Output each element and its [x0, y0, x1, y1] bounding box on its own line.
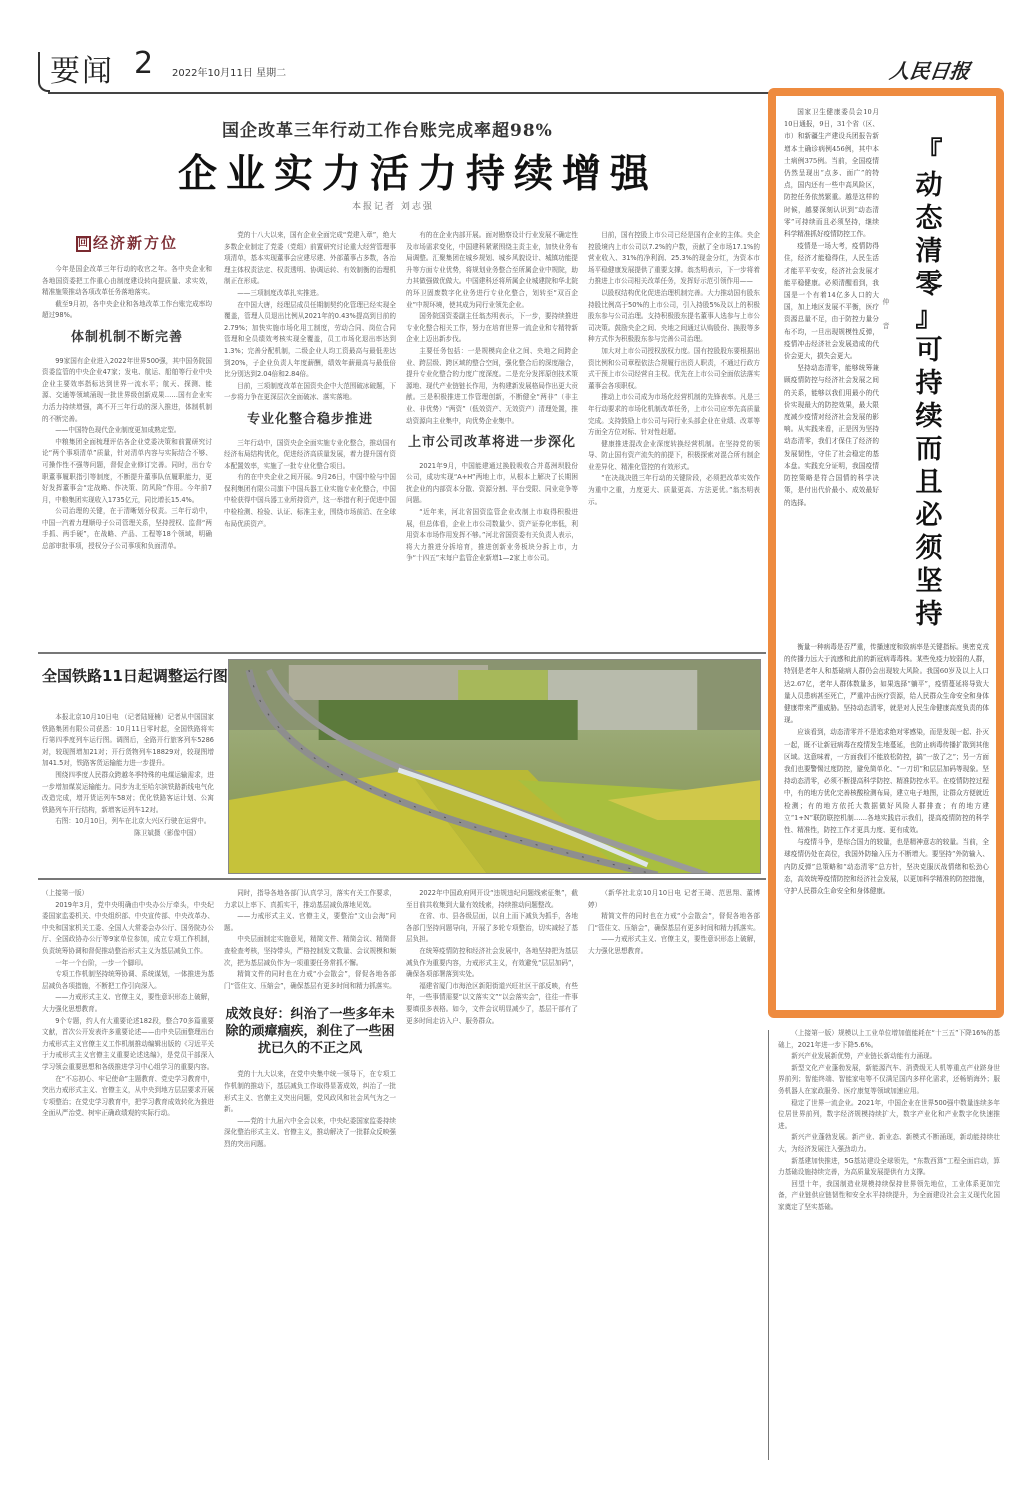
article-paragraph: 以股权结构优化促进治理机制完善。大力推动国有股东持股比例高于50%的上市公司，引入持股5%及以上的积极股东参与公司治理。支持积极股东提名董事人选参与上市公司决策。鼓励央企之间、央地之间通过认购股份、换股等多种方式作为积极股东参与完善公司治理。: [588, 288, 760, 344]
article-paragraph: 2021年9月，中国能建通过换股吸收合并葛洲坝股份公司，成功实现“A+H”两地上市，从根本上解决了长期困扰企业的内部资本分散、资源分割、平台受限、同业竞争等问题。: [406, 461, 578, 505]
article-paragraph: 三年行动中，国资央企全面实施专业化整合，推动国有经济布局结构优化，促进经济高质量发展，着力提升国有资本配置效率，实施了一批专业化整合项目。: [224, 438, 396, 470]
article-paragraph: 在省、市、县各级层面，以自上而下减负为抓手，各地各部门坚持问题导向，开展了多轮专项整治，切实减轻了基层负担。: [406, 912, 578, 944]
article-paragraph: 福建省厦门市海沧区新阳街道兴旺社区干部反映，有些年，一些事情需要“以文落实文”“以会落实会”，往往一件事要填很多表格。如今，文件会议明显减少了，基层干部有了更多时间走访入户、服务群众。: [406, 981, 578, 1025]
section-title: 专业化整合稳步推进: [246, 411, 373, 427]
article-paragraph: ——力戒形式主义、官僚主义，要整治“文山会海”问题。: [224, 912, 396, 932]
section-title: 上市公司改革将进一步深化: [407, 435, 576, 451]
article-paragraph: 主要任务包括：一是规模向企业之间、央地之间跨企业、跨层级、跨区域的整合空间，强化整合后的深度融合，提升专业化整合的力度广度深度。二是充分发挥原创技术策源地、现代产业链链长作用，为构建新发展格局作出更大贡献。三是积极推进工作管理创新，不断健全“两非”（非主业、非优势）“两资”（低效资产、无效资产）清理处置，推动资源向主业集中，向优势企业集中。: [406, 346, 578, 425]
article-paragraph: 新兴产业发展新优势，产业链长新动能有力涌现。: [791, 1052, 937, 1061]
article-paragraph: ——力戒形式主义、官僚主义，要性意识形态上破解，大力强化思想教育。: [588, 935, 760, 955]
rail-story-body: [42, 712, 214, 872]
commentary-paragraph: 衡量一种病毒是否严重，传播速度和致病率是关键指标。奥密克戎的传播力远大于流感和此前的新冠病毒毒株。某些免疫力较弱的人群，特别是老年人和基础病人群仍会出现较大风险。我国60岁及以上人口达2.67亿，老年人群体数量多，如果选择“躺平”，疫情蔓延将导致大量人员患病甚至死亡，严重冲击医疗资源，给人民群众生命安全和身体健康带来严重威胁。坚持动态清零，就是对人民生命健康高度负责的体现。: [784, 643, 989, 725]
photo-credit: 陈卫斌摄（影像中国）: [134, 828, 200, 837]
article-paragraph: 本报北京10月10日电 （记者陆娅楠）记者从中国国家铁路集团有限公司获悉：10月11日零时起，全国铁路将实行第四季度列车运行图。调图后，全路开行旅客列车5286对，较现图增加21对；开行货物列车18829对，较现图增加41.5对，铁路客货运输能力进一步提升。: [42, 713, 214, 768]
intro-paragraph: 今年是国企改革三年行动的收官之年。各中央企业和各地国资委把工作重心由制度建设转向提质量、求实效，精准施策推动各项改革任务落地落实。: [42, 265, 212, 297]
lead-byline: 本报记者 刘志强: [352, 202, 434, 212]
article-paragraph: 新型文化产业蓬勃发展，新能源汽车、消费级无人机等重点产业跻身世界前列；智能终端、智能家电等不仅满足国内多样化需求，还畅销海外；服务机器人在家政服务、医疗康复等领域加速应用。: [778, 1063, 1000, 1095]
article-paragraph: （新华社北京10月10日电 记者王琦、范思翔、董博婷）: [588, 889, 760, 909]
commentary-paragraph: 与疫情斗争，是综合国力的较量，也是精神意志的较量。当前，全球疫情仍处在高位，我国外防输入压力不断增大。要坚持“外防输入、内防反弹”总策略和“动态清零”总方针，坚决克服厌战情绪和松劲心态，高效统筹疫情防控和经济社会发展，以更加科学精准的防控措施，守护人民群众生命安全和身体健康。: [784, 838, 989, 896]
newspaper-logo: 人民日报: [888, 59, 972, 83]
commentary-author: 仲 音: [882, 298, 890, 330]
bottom-right-story: [778, 1028, 1000, 1468]
second-story-column-2: [224, 888, 396, 1468]
article-paragraph: ——力戒形式主义、官僚主义，要性意识形态上破解，大力强化思想教育。: [42, 993, 214, 1013]
article-paragraph: 右图：10月10日，列车在北京大兴区行驶在运营中。: [55, 817, 211, 826]
commentary-paragraph: 应该看到，动态清零并不是追求绝对零感染，而是发现一起、扑灭一起，既不让新冠病毒在疫情发生地蔓延，也防止病毒传播扩散到其他区域。这意味着，一方面我们不能放松防控，搞“一放了之”；另一方面我们也要警惕过度防控，避免简单化、“一刀切”和层层加码等现象。坚持动态清零，必须不断提高科学防控、精准防控水平。在疫情防控过程中，有的地方优化完善核酸检测布局，建立电子地图，让群众方便就近检测；有的地方依托大数据做好风险人群排查；有的地方建立“1+N”联防联控机制……各地实践启示我们，提高疫情防控的科学性、精准性，防控工作才更具力度、更有成效。: [784, 728, 989, 835]
second-story-column-1: [42, 888, 214, 1468]
article-paragraph: 在中国大唐，经理层成员任期制契约化管理已经实现全覆盖，管理人员退出比例从2021年的0.43%提高到目前的2.79%；加快实施市场化用工制度，劳动合同、岗位合同管理和全员绩效考核实现全覆盖，员工市场化退出率达到1.3%；完善分配机制，二级企业人均工资最高与最低差达到20%，子企业负责人年度薪酬，绩效年薪最高与最低倍比分别达到2.04倍和2.84倍。: [224, 300, 396, 379]
pull-headline: 成效良好：纠治了一些多年未除的顽瘴痼疾，刹住了一些困扰已久的不正之风: [225, 1007, 395, 1057]
article-paragraph: 中粮集团全面梳理评估各企业党委决策和前置研究讨论“两个事项清单”质量，针对清单内容与实际结合不够、可操作性不强等问题，督促企业修订完善。同时，出台专职董事履职指引等制度，不断提升董事队伍履职能力，更好发挥董事会“定战略、作决策、防风险”作用。今年前7月，中粮集团实现收入1735亿元，同比增长15.4%。: [42, 437, 212, 504]
article-paragraph: “近年来，河北省国资监管企业改制上市取得积极进展，但总体看，企业上市公司数量少、资产证券化率低，利用资本市场作用发挥不够。”河北省国资委有关负责人表示，将大力推进分拆培育，推进创新业务板块分拆上市，力争“十四五”末每户监管企业新增1—2家上市公司。: [406, 508, 578, 563]
article-paragraph: 9个专题，约人有大重要论述182段，整合70多篇重要文献，首次公开发表许多重要论述——由中央层面整理出台力戒形式主义官僚主义工作机制推动编辑出版的《习近平关于力戒形式主义官僚主义重要论述选编》，是党员干部深入学习领会重要思想和各级推进学习中心组学习的重要内容。: [42, 1016, 214, 1071]
section-divider: [38, 652, 766, 654]
article-paragraph: 有的在中央企业之间开展。9月26日，中国中检与中国保利集团有限公司旗下中国兵器工业实施专业化整合，中国中检获得中国兵器工业所持资产，这一举措有利于促进中国中检检测、检验、认证、标准主业，围绕市场前沿、在全球布局优质资产。: [224, 473, 396, 528]
lead-column-3: [406, 230, 578, 645]
continued-label: （上接第一版）: [42, 889, 89, 897]
featured-commentary-box[interactable]: [768, 88, 1004, 1018]
section-title: 体制机制不断完善: [70, 329, 183, 345]
article-paragraph: 新兴产业蓬勃发展。新产业、新业态、新模式不断涌现，新动能持续壮大，为经济发展注入强劲动力。: [778, 1133, 1000, 1153]
article-paragraph: 加大对上市公司授权放权力度。国有控股股东要根据出资比例和公司章程依法合规履行出资人职责，不通过行政方式干预上市公司经营自主权。优先在上市公司全面依法落实董事会各项职权。: [588, 346, 760, 390]
issue-date: 2022年10月11日 星期二: [172, 68, 287, 79]
article-paragraph: 同时，指导各地各部门认真学习，落实有关工作要求，力求以上率下、真抓实干，推动基层减负落地见效。: [224, 889, 396, 909]
title-rest-text: 可 持 续 而 且 必 须 坚 持: [915, 335, 943, 630]
masthead-bracket: [38, 52, 50, 92]
article-paragraph: 精简文件的同时也在力戒“小会散会”，督促各地各部门“管住文、压缩会”，确保基层有更多时间和精力抓落实。: [224, 970, 396, 990]
lead-kicker: [42, 236, 212, 252]
section-divider: [38, 878, 766, 880]
page-number: 2: [134, 46, 154, 81]
article-paragraph: 公司治理的关键，在于清晰划分权责。三年行动中，中国一汽着力理顺母子公司管理关系，坚持授权、监督“两手抓、两手硬”，在战略、产品、工程等18个领域，明确总部审批事项，授权分子公司事项和负面清单。: [42, 507, 212, 551]
railway-photo: [228, 659, 761, 874]
article-paragraph: “在决战决胜三年行动的关键阶段，必须把改革实效作为重中之重，力度更大、质量更高、方法更优。”翁杰明表示。: [588, 474, 760, 506]
lead-subhead: 国企改革三年行动工作台账完成率超98%: [222, 121, 553, 141]
kicker-text: 经济新方位: [92, 234, 178, 252]
second-story-column-3: [406, 888, 578, 1468]
article-paragraph: 中央层面制定实施意见，精简文件、精简会议、精简督查检查考核，坚持带头，严格控制发文数量、会议规模和频次，把为基层减负作为一项重要任务常抓不懈。: [224, 935, 396, 967]
article-paragraph: 2022年中国政府网开设“违规违纪问题线索征集”，截至目前共收集到大量有效线索，持续推动问题整改。: [406, 889, 578, 909]
article-paragraph: 健康推进混改企业深度转换经营机制。在坚持党的领导、防止国有资产流失的前提下，积极探索对混合所有制企业差异化、精准化管控的有效形式。: [588, 439, 760, 471]
column-rule: [768, 1030, 769, 1460]
article-paragraph: 新基建加快推进，5G基站建设全球领先，“东数西算”工程全面启动，算力基础设施持续完善，为高质量发展提供有力支撑。: [778, 1156, 1000, 1177]
lead-column-2: [224, 230, 396, 645]
commentary-paragraph: 国家卫生健康委员会10月10日通报，9日，31个省（区、市）和新疆生产建设兵团报告新增本土确诊病例456例，其中本土病例375例。当前，全国疫情仍然呈现出“点多、面广”的特点，国内还有一些中高风险区，防控任务依然繁重。越是这样的时候，越要深刻认识到“动态清零”可持续而且必须坚持，继续科学精准抓好疫情防控工作。: [784, 108, 879, 239]
commentary-column-top: [784, 106, 879, 636]
article-paragraph: ——三项制度改革扎实推进。: [237, 288, 323, 297]
article-paragraph: 国务院国资委副主任翁杰明表示，下一步，要持续推进专业化整合相关工作，努力在培育世界一流企业和专精特新企业上迈出新步伐。: [406, 312, 578, 344]
commentary-paragraph: 坚持动态清零，能够统筹兼顾疫情防控与经济社会发展之间的关系，能够以我们用最小的代价实现最大的防控效果，最大限度减少疫情对经济社会发展的影响。从实践来看，正是因为坚持动态清零，我们才保住了经济的发展韧性，守住了社会稳定的基本盘。实践充分证明，我国疫情防控策略是符合国情的科学决策，是付出代价最小、成效最好的选择。: [784, 364, 879, 507]
article-paragraph: 稳定了世界一流企业。2021年，中国企业在世界500强中数量连续多年位居世界前列，数字经济规模持续扩大，数字产业化和产业数字化快速推进。: [778, 1098, 1000, 1130]
article-paragraph: 精简文件的同时也在力戒“小会散会”，督促各地各部门“管住文、压缩会”，确保基层有更多时间和精力抓落实。: [588, 912, 760, 932]
section-name: 要闻: [50, 54, 114, 89]
masthead: [38, 44, 773, 89]
article-paragraph: 党的十八大以来，国有企业全面完成“党建入章”，绝大多数企业制定了党委（党组）前置研究讨论重大经营管理事项清单，基本实现董事会应建尽建、外部董事占多数，各治理主体权责法定、权责透明、协调运转、有效制衡的治理机制正在形成。: [224, 231, 396, 286]
article-paragraph: 党的十九大以来，在党中央集中统一领导下，在专项工作机制的推动下，基层减负工作取得显著成效，纠治了一批形式主义、官僚主义突出问题，党风政风和社会风气为之一新。: [224, 1070, 396, 1114]
article-paragraph: 99家国有企业进入2022年世界500强，其中国务院国资委监管的中央企业47家；发电、航运、船舶等行业中央企业主要效率指标达到世界一流水平；航天、探测、能源、交通等领域涌现一批世界级创新成果……国有企业实力活力持续增强，离不开三年行动的深入推进，体制机制的不断完善。: [42, 356, 212, 423]
lead-column-1: [42, 232, 212, 647]
rail-story-title: 全国铁路11日起调整运行图: [42, 667, 228, 685]
commentary-column-bottom: [784, 641, 989, 1001]
article-paragraph: 2019年3月，党中央明确由中央办公厅牵头，中央纪委国家监委机关、中央组织部、中央宣传部、中央改革办、中央和国家机关工委、全国人大常委会办公厅、国务院办公厅、全国政协办公厅等9家单位参加，成立专项工作机制，负责统筹协调和督促推动整治形式主义为基层减负工作。: [42, 900, 214, 955]
article-paragraph: 在统筹疫情防控和经济社会发展中，各地坚持把为基层减负作为重要内容，力戒形式主义，有效避免“层层加码”，确保各项部署落到实处。: [406, 946, 578, 979]
article-paragraph: 围绕四季度人民群众跨越冬季特殊的电煤运输需求，进一步增加煤炭运输能力。同步为北至哈尔滨铁路新线电气化改造完成，增开货运列车58对；优化铁路客运计划、公寓铁路列车开行结构，新增客运列车12对。: [42, 770, 214, 814]
article-paragraph: 在“不忘初心、牢记使命”主题教育、党史学习教育中，突出力戒形式主义、官僚主义，从中央到地方层层要求开展专项整治；在党史学习教育中，把学习教育成效转化为推进全面从严治党、树牢正确政绩观的实际行动。: [42, 1074, 214, 1118]
article-paragraph: 推动上市公司成为市场化经营机制的先锋表率。凡是三年行动要求的市场化机制改革任务，上市公司应率先高质量完成。支持鼓励上市公司与同行业头部企业在业绩、改革等方面全方位对标、针对性赶超。: [588, 393, 760, 437]
title-quoted-text: 动 态 清 零: [915, 170, 943, 300]
lead-column-4: [588, 230, 760, 645]
railway-photo-image: [229, 660, 761, 874]
article-paragraph: 回望十年，我国制造业规模持续保持世界领先地位，工业体系更加完备，产业链供应链韧性和安全水平持续提升，为全面建设社会主义现代化国家奠定了坚实基础。: [778, 1179, 1000, 1211]
article-paragraph: （上接第一版）规模以上工业单位增加值能耗在“十三五”下降16%的基础上，2021年进一步下降5.6%。: [778, 1029, 1000, 1049]
article-paragraph: 目前，三项制度改革在国资央企中大范围破冰破题，下一步将力争在更深层次全面破冰、落实落地。: [224, 381, 396, 402]
article-paragraph: 目前，国有控股上市公司已经是国有企业的主体。央企控股境内上市公司以7.2%的户数，贡献了全市场17.1%的营业收入、31%的净利润、25.3%的现金分红，为资本市场平稳健康发展提供了重要支撑。翁杰明表示，下一步将着力推进上市公司相关改革任务，发挥好示范引领作用——: [588, 231, 760, 286]
article-paragraph: ——中国特色现代企业制度更加成熟定型。: [55, 426, 181, 435]
title-close-quote: 』: [915, 302, 943, 333]
commentary-title: [909, 136, 949, 631]
lead-headline: 企业实力活力持续增强: [178, 152, 659, 197]
second-story-column-4: [588, 888, 760, 1433]
commentary-paragraph: 疫情是一场大考，疫情防得住，经济才能稳得住，人民生活才能平平安安，经济社会发展才能平稳健康。必须清醒看到，我国是一个有着14亿多人口的大国，加上地区发展不平衡，医疗资源总量不足，由于防控力量分布不均，一旦出现规模性反弹，疫情冲击经济社会发展造成的代价会更大，损失会更大。: [784, 242, 879, 361]
article-paragraph: 一年一个台阶，一步一个脚印。: [55, 958, 148, 967]
kicker-tag: 回: [76, 236, 91, 252]
article-paragraph: 有的在企业内部开展。面对勘察设计行业发展不确定性及市场需求变化，中国建科紧紧围绕主责主业，加快业务布局调整。汇聚集团在城乡规划、城乡风貌设计、城镇功能提升等方面专业优势，将规划业务整合至所属企业中规院，助力其做强做优做大。中国建科还将所属企业城建院和华北院的环卫固废数字化业务进行专业化整合，划转至“双百企业”中规环境，使其成为同行业领先企业。: [406, 231, 578, 309]
intro-paragraph: 截至9月初，各中央企业和各地改革工作台账完成率均超过98%。: [42, 299, 212, 320]
article-paragraph: ——党的十九届六中全会以来，中央纪委国家监委持续深化整治形式主义、官僚主义，推动解决了一批群众反映强烈的突出问题。: [224, 1116, 396, 1148]
article-paragraph: 专项工作机制坚持统筹协调、系统谋划，一体推进为基层减负各项措施，不断把工作引向深入。: [42, 970, 214, 990]
title-open-quote: 『: [915, 137, 943, 168]
